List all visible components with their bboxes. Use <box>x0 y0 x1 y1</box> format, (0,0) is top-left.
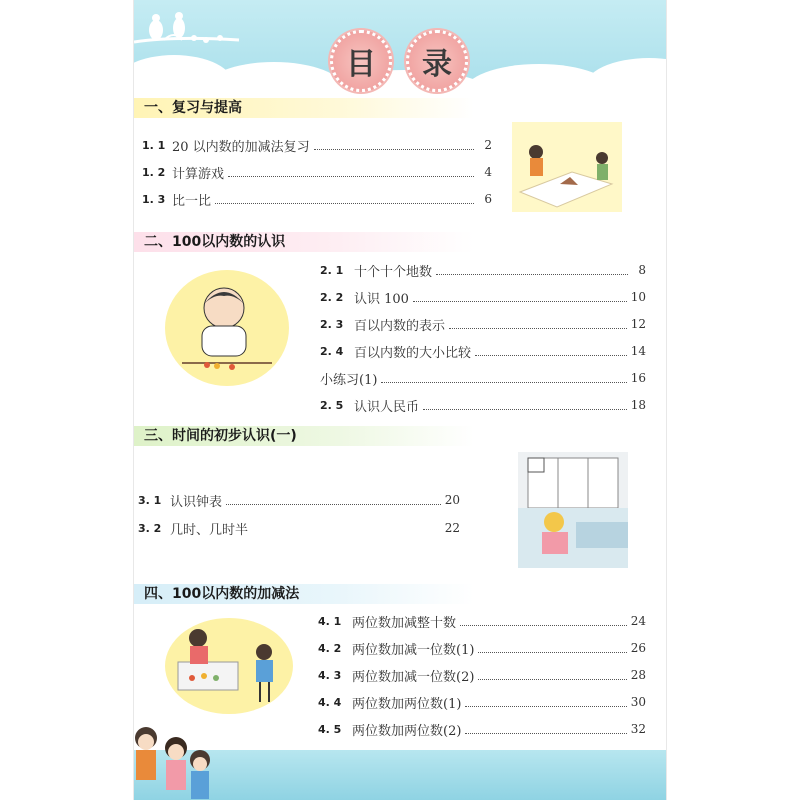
entry-label: 百以内数的表示 <box>354 318 446 334</box>
entry-label: 认识 100 <box>354 291 409 307</box>
entry-page: 28 <box>630 668 646 682</box>
entry-page: 10 <box>630 290 646 304</box>
entry-number: 1. 2 <box>142 165 166 179</box>
toc-entry[interactable] <box>318 667 646 683</box>
toc-entry[interactable] <box>318 640 646 656</box>
dot-leader <box>478 671 626 680</box>
entry-label: 比一比 <box>172 193 212 209</box>
dot-leader <box>475 347 627 356</box>
entry-label: 计算游戏 <box>172 166 225 182</box>
dot-leader <box>478 644 626 653</box>
child-clock-illustration <box>518 452 628 568</box>
entry-label: 两位数加减一位数(2) <box>352 669 475 685</box>
entry-number: 2. 2 <box>320 290 344 304</box>
entry-label: 两位数加减一位数(1) <box>352 642 475 658</box>
dot-leader <box>449 320 627 329</box>
entry-number: 3. 2 <box>138 521 162 535</box>
entry-label: 两位数加减整十数 <box>352 615 457 631</box>
entry-label: 认识人民币 <box>354 399 420 415</box>
entry-page: 4 <box>484 165 492 179</box>
toc-entry[interactable] <box>320 397 646 413</box>
entry-number: 4. 2 <box>318 641 342 655</box>
entry-number: 2. 3 <box>320 317 344 331</box>
dot-leader <box>460 617 627 626</box>
entry-number: 4. 3 <box>318 668 342 682</box>
entry-number: 4. 1 <box>318 614 342 628</box>
child-counting-illustration <box>162 268 292 388</box>
entry-label: 20 以内数的加减法复习 <box>172 139 310 155</box>
entry-label: 百以内数的大小比较 <box>354 345 472 361</box>
dot-leader <box>465 698 626 707</box>
toc-entry[interactable] <box>142 191 492 207</box>
entry-number: 1. 3 <box>142 192 166 206</box>
toc-entry[interactable] <box>320 289 646 305</box>
birds-on-branch-icon <box>134 0 244 60</box>
entry-number: 1. 1 <box>142 138 166 152</box>
entry-number: 2. 5 <box>320 398 344 412</box>
children-game-illustration <box>512 122 622 212</box>
toc-entry[interactable] <box>142 164 492 180</box>
entry-number: 4. 5 <box>318 722 342 736</box>
dot-leader <box>436 266 628 275</box>
dot-leader <box>465 725 626 734</box>
dot-leader <box>423 401 627 410</box>
toc-entry[interactable] <box>320 370 646 386</box>
section-title: 二、100以内数的认识 <box>134 232 474 252</box>
dot-leader <box>413 293 627 302</box>
dot-leader <box>314 141 474 150</box>
toc-entry[interactable] <box>318 613 646 629</box>
toc-entry[interactable] <box>320 343 646 359</box>
title-char-1: 目 <box>330 30 392 92</box>
entry-page: 22 <box>444 521 460 535</box>
children-shopping-illustration <box>164 616 294 716</box>
toc-entry[interactable] <box>318 694 646 710</box>
entry-label: 认识钟表 <box>170 494 223 510</box>
entry-page: 8 <box>638 263 646 277</box>
entry-number: 2. 1 <box>320 263 344 277</box>
toc-entry[interactable] <box>138 520 460 536</box>
entry-number: 2. 4 <box>320 344 344 358</box>
entry-page: 18 <box>630 398 646 412</box>
entry-page: 32 <box>630 722 646 736</box>
section-title: 一、复习与提高 <box>134 98 474 118</box>
toc-page <box>134 0 666 800</box>
page-title <box>330 30 468 92</box>
entry-label: 两位数加两位数(1) <box>352 696 462 712</box>
entry-page: 12 <box>630 317 646 331</box>
section-title: 四、100以内数的加减法 <box>134 584 474 604</box>
toc-entry[interactable] <box>320 316 646 332</box>
entry-number: 4. 4 <box>318 695 342 709</box>
title-char-2: 录 <box>406 30 468 92</box>
toc-entry[interactable] <box>318 721 646 737</box>
dot-leader <box>215 195 474 204</box>
entry-number: 3. 1 <box>138 493 162 507</box>
entry-page: 26 <box>630 641 646 655</box>
dot-leader <box>226 496 441 505</box>
section-title: 三、时间的初步认识(一) <box>134 426 474 446</box>
dot-leader <box>228 168 474 177</box>
entry-page: 24 <box>630 614 646 628</box>
toc-entry[interactable] <box>142 137 492 153</box>
entry-page: 30 <box>630 695 646 709</box>
toc-entry[interactable] <box>138 492 460 508</box>
dot-leader <box>381 374 626 383</box>
entry-page: 20 <box>444 493 460 507</box>
entry-page: 16 <box>630 371 646 385</box>
entry-label: 两位数加两位数(2) <box>352 723 462 739</box>
entry-page: 6 <box>484 192 492 206</box>
entry-label: 小练习(1) <box>320 372 378 388</box>
entry-label: 几时、几时半 <box>170 522 249 538</box>
entry-page: 14 <box>630 344 646 358</box>
entry-page: 2 <box>484 138 492 152</box>
children-group-illustration <box>134 720 214 800</box>
entry-label: 十个十个地数 <box>354 264 433 280</box>
toc-entry[interactable] <box>320 262 646 278</box>
